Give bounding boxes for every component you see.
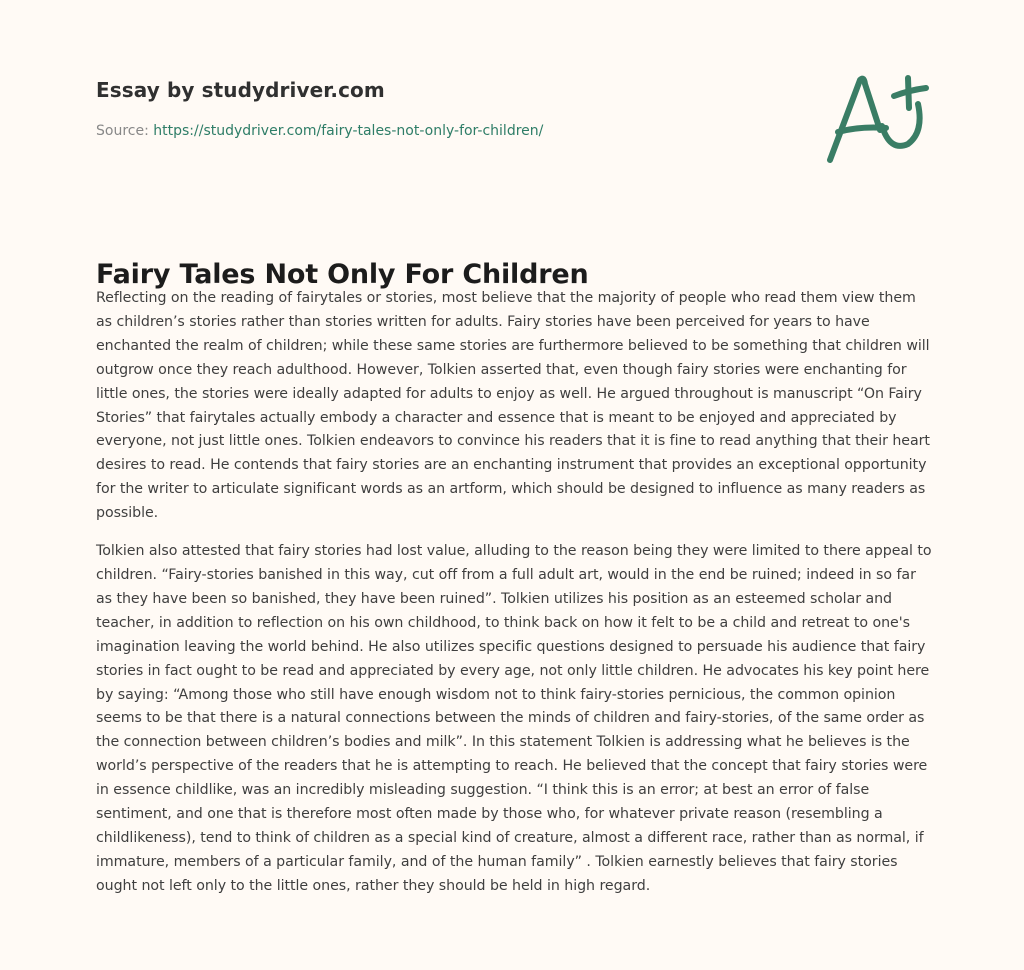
source-link[interactable]: https://studydriver.com/fairy-tales-not-only-for-children/ bbox=[153, 123, 544, 139]
page-header bbox=[96, 76, 796, 141]
source-label: Source: bbox=[96, 123, 149, 139]
article-body bbox=[96, 287, 932, 913]
site-brand: Essay by studydriver.com bbox=[96, 78, 385, 102]
article-paragraph-2: Tolkien also attested that fairy stories had lost value, alluding to the reason being they were limited to there appeal to children. “Fairy-stories banished in this way, cut off from a full adult art, would in the end be ruined; indeed in so far as they have been so banished, they have been ruined”. Tolkien utilizes his position as an esteemed scholar and teacher, in addition to reflection on his own childhood, to think back on how it felt to be a child and retreat to one's imagination leaving the world behind. He also utilizes specific questions designed to persuade his audience that fairy stories in fact ought to be read and appreciated by every age, not only little children. He advocates his key point here by saying: “Among those who still have enough wisdom not to think fairy-stories pernicious, the common opinion seems to be that there is a natural connections between the minds of children and fairy-stories, of the same order as the connection between children’s bodies and milk”. In this statement Tolkien is addressing what he believes is the world’s perspective of the readers that he is attempting to reach. He believed that the concept that fairy stories were in essence childlike, was an incredibly misleading suggestion. “I think this is an error; at best an error of false sentiment, and one that is therefore most often made by those who, for whatever private reason (resembling a childlikeness), tend to think of children as a special kind of creature, almost a different race, rather than as normal, if immature, members of a particular family, and of the human family” . Tolkien earnestly believes that fairy stories ought not left only to the little ones, rather they should be held in high regard. bbox=[96, 543, 932, 894]
source-line bbox=[96, 121, 796, 141]
a-plus-grade-icon bbox=[820, 66, 932, 166]
article-paragraph-1: Reflecting on the reading of fairytales or stories, most believe that the majority of people who read them view them as children’s stories rather than stories written for adults. Fairy stories have been perceived for years to have enchanted the realm of children; while these same stories are furthermore believed to be something that children will outgrow once they reach adulthood. However, Tolkien asserted that, even though fairy stories were enchanting for little ones, the stories were ideally adapted for adults to enjoy as well. He argued throughout is manuscript “On Fairy Stories” that fairytales actually embody a character and essence that is meant to be enjoyed and appreciated by everyone, not just little ones. Tolkien endeavors to convince his readers that it is fine to read anything that their heart desires to read. He contends that fairy stories are an enchanting instrument that provides an exceptional opportunity for the writer to articulate significant words as an artform, which should be designed to influence as many readers as possible. bbox=[96, 290, 930, 522]
article-title: Fairy Tales Not Only For Children bbox=[96, 259, 589, 290]
